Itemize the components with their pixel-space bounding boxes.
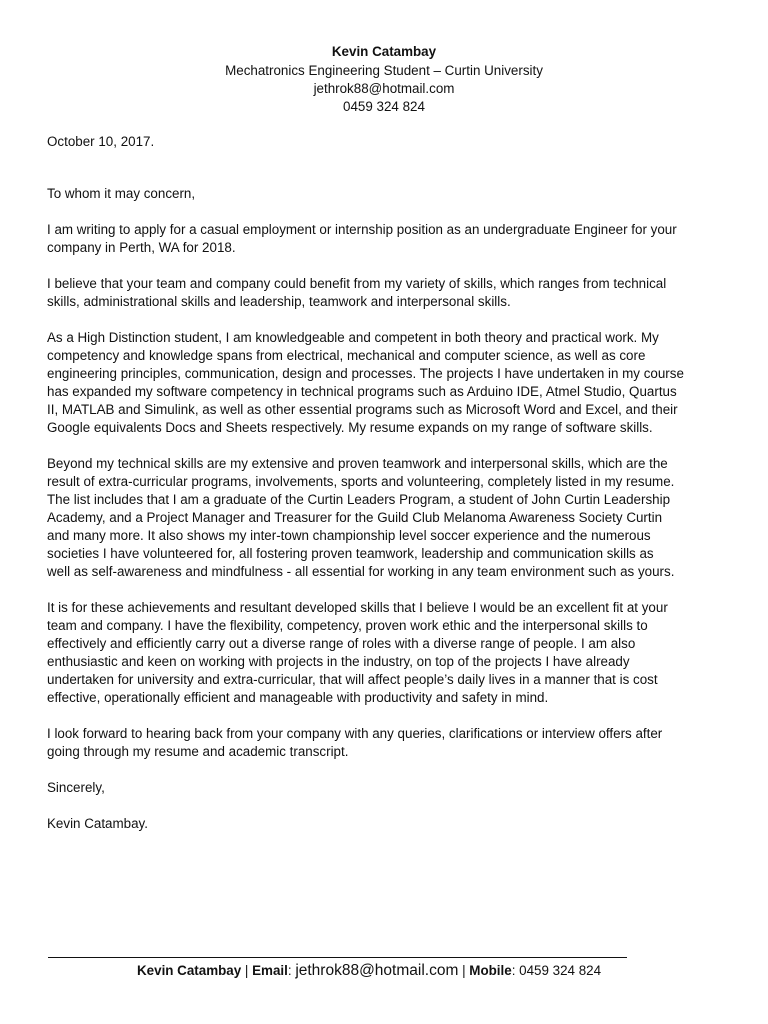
letter-date: October 10, 2017. (47, 134, 155, 149)
sender-title: Mechatronics Engineering Student – Curtin University (225, 63, 543, 78)
footer-email: jethrok88@hotmail.com (295, 962, 459, 979)
text-line: Beyond my technical skills are my extensive and proven teamwork and interpersonal skills, which are the (47, 456, 668, 471)
paragraph-2 (47, 275, 666, 311)
text-line: undertaken for university and extra-curricular, that will affect people’s daily lives in a manner that is cost (47, 672, 658, 687)
text-line: The list includes that I am a graduate of the Curtin Leaders Program, a student of John Curtin Leadership (47, 492, 671, 507)
closing: Sincerely, (47, 780, 105, 795)
text-line: effective, operationally efficient and manageable with productivity and safety in mind. (47, 690, 549, 705)
text-line: As a High Distinction student, I am knowledgeable and competent in both theory and practical work. My (47, 330, 659, 345)
paragraph-3 (47, 329, 684, 437)
footer-separator: | (458, 963, 470, 978)
text-line: Academy, and a Project Manager and Treasurer for the Guild Club Melanoma Awareness Society Curtin (47, 510, 663, 525)
text-line: has expanded my software competency in technical programs such as Arduino IDE, Atmel Studio, Quartus (47, 384, 677, 399)
text-line: I am writing to apply for a casual employment or internship position as an undergraduate Engineer for your (47, 222, 677, 237)
text-line: societies I have volunteered for, all fostering proven teamwork, leadership and communication skills as (47, 546, 654, 561)
text-line: going through my resume and academic transcript. (47, 744, 349, 759)
text-line: company in Perth, WA for 2018. (47, 240, 236, 255)
paragraph-4 (47, 455, 674, 581)
footer-colon: : (511, 963, 520, 978)
signature: Kevin Catambay. (47, 816, 148, 831)
text-line: I believe that your team and company could benefit from my variety of skills, which ranges from technical (47, 276, 667, 291)
sender-name: Kevin Catambay (331, 44, 437, 59)
text-line: and many more. It also shows my inter-town championship level soccer experience and the numerous (47, 528, 651, 543)
text-line: I look forward to hearing back from your company with any queries, clarifications or interview offers after (47, 726, 663, 741)
text-line: team and company. I have the flexibility, competency, proven work ethic and the interpersonal skills to (47, 618, 648, 633)
sender-email: jethrok88@hotmail.com (313, 81, 455, 96)
text-line: Google equivalents Docs and Sheets respectively. My resume expands on my range of software skills. (47, 420, 653, 435)
salutation: To whom it may concern, (47, 186, 196, 201)
text-line: skills, administrational skills and leadership, teamwork and interpersonal skills. (47, 294, 511, 309)
text-line: enthusiastic and keen on working with projects in the industry, on top of the projects I have already (47, 654, 630, 669)
text-line: engineering principles, communication, design and processes. The projects I have undertaken in my course (47, 366, 684, 381)
text-line: competency and knowledge spans from electrical, mechanical and computer science, as well as core (47, 348, 646, 363)
sender-phone: 0459 324 824 (343, 99, 425, 114)
paragraph-5 (47, 599, 668, 707)
text-line: II, MATLAB and Simulink, as well as other essential programs such as Microsoft Word and Excel, and their (47, 402, 678, 417)
text-line: effectively and efficiently carry out a diverse range of roles with a diverse range of people. I am also (47, 636, 636, 651)
paragraph-1 (47, 221, 677, 257)
footer-name: Kevin Catambay (137, 963, 242, 978)
footer-email-label: Email (252, 963, 288, 978)
text-line: well as self-awareness and mindfulness - all essential for working in any team environment such as yours. (47, 564, 675, 579)
footer-mobile: 0459 324 824 (519, 963, 602, 978)
text-line: It is for these achievements and resultant developed skills that I believe I would be an excellent fit at your (47, 600, 668, 615)
footer-colon: : (287, 963, 296, 978)
footer-separator: | (241, 963, 253, 978)
paragraph-6 (47, 725, 662, 761)
footer-divider (48, 957, 627, 958)
text-line: result of extra-curricular programs, involvements, sports and volunteering, completely listed in my resume. (47, 474, 675, 489)
footer (137, 962, 601, 980)
footer-mobile-label: Mobile (469, 963, 512, 978)
